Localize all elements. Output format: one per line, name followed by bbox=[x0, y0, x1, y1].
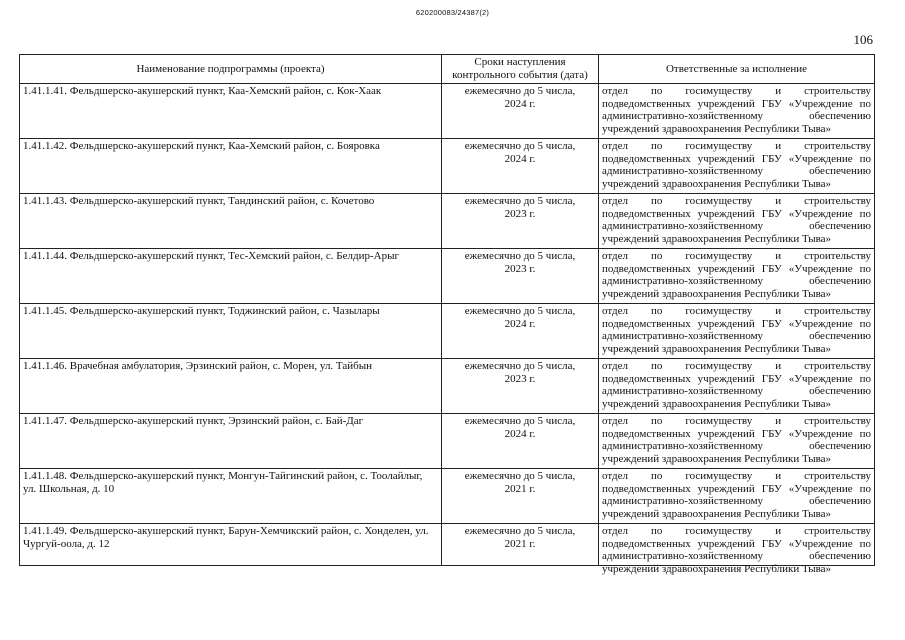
column-header-name: Наименование подпрограммы (проекта) bbox=[20, 55, 442, 84]
cell-responsible bbox=[599, 359, 875, 414]
term-year: 2023 г. bbox=[504, 372, 536, 385]
responsible-text: отдел по госимуществу и строительству подведомственных учреждений ГБУ «Учреждение по административно-хозяйственному обеспечению учреждений здравоохранения Республики Тыва» bbox=[602, 85, 871, 135]
cell-name: 1.41.1.44. Фельдшерско-акушерский пункт, Тес-Хемский район, с. Белдир-Арыг bbox=[20, 249, 442, 304]
term-year: 2024 г. bbox=[504, 427, 536, 440]
cell-responsible bbox=[599, 469, 875, 524]
term-line: ежемесячно до 5 числа, bbox=[464, 415, 576, 427]
responsible-text: отдел по госимуществу и строительству подведомственных учреждений ГБУ «Учреждение по административно-хозяйственному обеспечению учреждений здравоохранения Республики Тыва» bbox=[602, 360, 871, 410]
responsible-text: отдел по госимуществу и строительству подведомственных учреждений ГБУ «Учреждение по административно-хозяйственному обеспечению учреждений здравоохранения Республики Тыва» bbox=[602, 470, 871, 520]
term-year: 2021 г. bbox=[504, 537, 536, 550]
cell-term bbox=[442, 469, 599, 524]
cell-name: 1.41.1.45. Фельдшерско-акушерский пункт, Тоджинский район, с. Чазылары bbox=[20, 304, 442, 359]
table-row bbox=[20, 249, 875, 304]
table-row bbox=[20, 304, 875, 359]
events-table bbox=[19, 54, 875, 575]
term-line: ежемесячно до 5 числа, bbox=[464, 195, 576, 207]
cell-name: 1.41.1.43. Фельдшерско-акушерский пункт, Тандинский район, с. Кочетово bbox=[20, 194, 442, 249]
cell-term bbox=[442, 414, 599, 469]
table-row bbox=[20, 139, 875, 194]
cell-name: 1.41.1.47. Фельдшерско-акушерский пункт, Эрзинский район, с. Бай-Даг bbox=[20, 414, 442, 469]
column-header-term: Сроки наступления контрольного события (дата) bbox=[442, 55, 599, 84]
term-line: ежемесячно до 5 числа, bbox=[464, 85, 576, 97]
term-year: 2024 г. bbox=[504, 152, 536, 165]
cell-name: 1.41.1.41. Фельдшерско-акушерский пункт, Каа-Хемский район, с. Кок-Хаак bbox=[20, 84, 442, 139]
table-row bbox=[20, 469, 875, 524]
cell-responsible bbox=[599, 194, 875, 249]
term-line: ежемесячно до 5 числа, bbox=[464, 525, 576, 537]
cell-term bbox=[442, 84, 599, 139]
cell-name: 1.41.1.46. Врачебная амбулатория, Эрзинский район, с. Морен, ул. Тайбын bbox=[20, 359, 442, 414]
table-row bbox=[20, 84, 875, 139]
cell-term bbox=[442, 249, 599, 304]
cell-responsible bbox=[599, 414, 875, 469]
term-line: ежемесячно до 5 числа, bbox=[464, 250, 576, 262]
table-row bbox=[20, 194, 875, 249]
table-header-row bbox=[20, 55, 875, 84]
cell-responsible bbox=[599, 249, 875, 304]
term-year: 2023 г. bbox=[504, 262, 536, 275]
cell-term bbox=[442, 139, 599, 194]
term-line: ежемесячно до 5 числа, bbox=[464, 305, 576, 317]
cell-responsible bbox=[599, 84, 875, 139]
term-line: ежемесячно до 5 числа, bbox=[464, 470, 576, 482]
responsible-text: отдел по госимуществу и строительству подведомственных учреждений ГБУ «Учреждение по административно-хозяйственному обеспечению учреждений здравоохранения Республики Тыва» bbox=[602, 525, 871, 575]
table-row bbox=[20, 414, 875, 469]
term-year: 2023 г. bbox=[504, 207, 536, 220]
cell-term bbox=[442, 524, 599, 566]
responsible-text: отдел по госимуществу и строительству подведомственных учреждений ГБУ «Учреждение по административно-хозяйственному обеспечению учреждений здравоохранения Республики Тыва» bbox=[602, 415, 871, 465]
page-number: 106 bbox=[853, 32, 873, 47]
document-code: 620200083/24387(2) bbox=[415, 8, 490, 17]
responsible-text: отдел по госимуществу и строительству подведомственных учреждений ГБУ «Учреждение по административно-хозяйственному обеспечению учреждений здравоохранения Республики Тыва» bbox=[602, 250, 871, 300]
cell-name: 1.41.1.42. Фельдшерско-акушерский пункт, Каа-Хемский район, с. Бояровка bbox=[20, 139, 442, 194]
table-row bbox=[20, 359, 875, 414]
column-header-responsible: Ответственные за исполнение bbox=[599, 55, 875, 84]
term-line: ежемесячно до 5 числа, bbox=[464, 140, 576, 152]
cell-name: 1.41.1.48. Фельдшерско-акушерский пункт, Монгун-Тайгинский район, с. Тоолайлыг, ул. Школьная, д. 10 bbox=[20, 469, 442, 524]
cell-responsible bbox=[599, 304, 875, 359]
responsible-text: отдел по госимуществу и строительству подведомственных учреждений ГБУ «Учреждение по административно-хозяйственному обеспечению учреждений здравоохранения Республики Тыва» bbox=[602, 195, 871, 245]
responsible-text: отдел по госимуществу и строительству подведомственных учреждений ГБУ «Учреждение по административно-хозяйственному обеспечению учреждений здравоохранения Республики Тыва» bbox=[602, 305, 871, 355]
term-line: ежемесячно до 5 числа, bbox=[464, 360, 576, 372]
table-row bbox=[20, 524, 875, 566]
cell-responsible bbox=[599, 139, 875, 194]
cell-term bbox=[442, 194, 599, 249]
term-year: 2021 г. bbox=[504, 482, 536, 495]
cell-term bbox=[442, 359, 599, 414]
cell-name: 1.41.1.49. Фельдшерско-акушерский пункт, Барун-Хемчикский район, с. Хонделен, ул. Чургуй-оола, д. 12 bbox=[20, 524, 442, 566]
cell-responsible bbox=[599, 524, 875, 575]
responsible-text: отдел по госимуществу и строительству подведомственных учреждений ГБУ «Учреждение по административно-хозяйственному обеспечению учреждений здравоохранения Республики Тыва» bbox=[602, 140, 871, 190]
term-year: 2024 г. bbox=[504, 317, 536, 330]
term-year: 2024 г. bbox=[504, 97, 536, 110]
cell-term bbox=[442, 304, 599, 359]
